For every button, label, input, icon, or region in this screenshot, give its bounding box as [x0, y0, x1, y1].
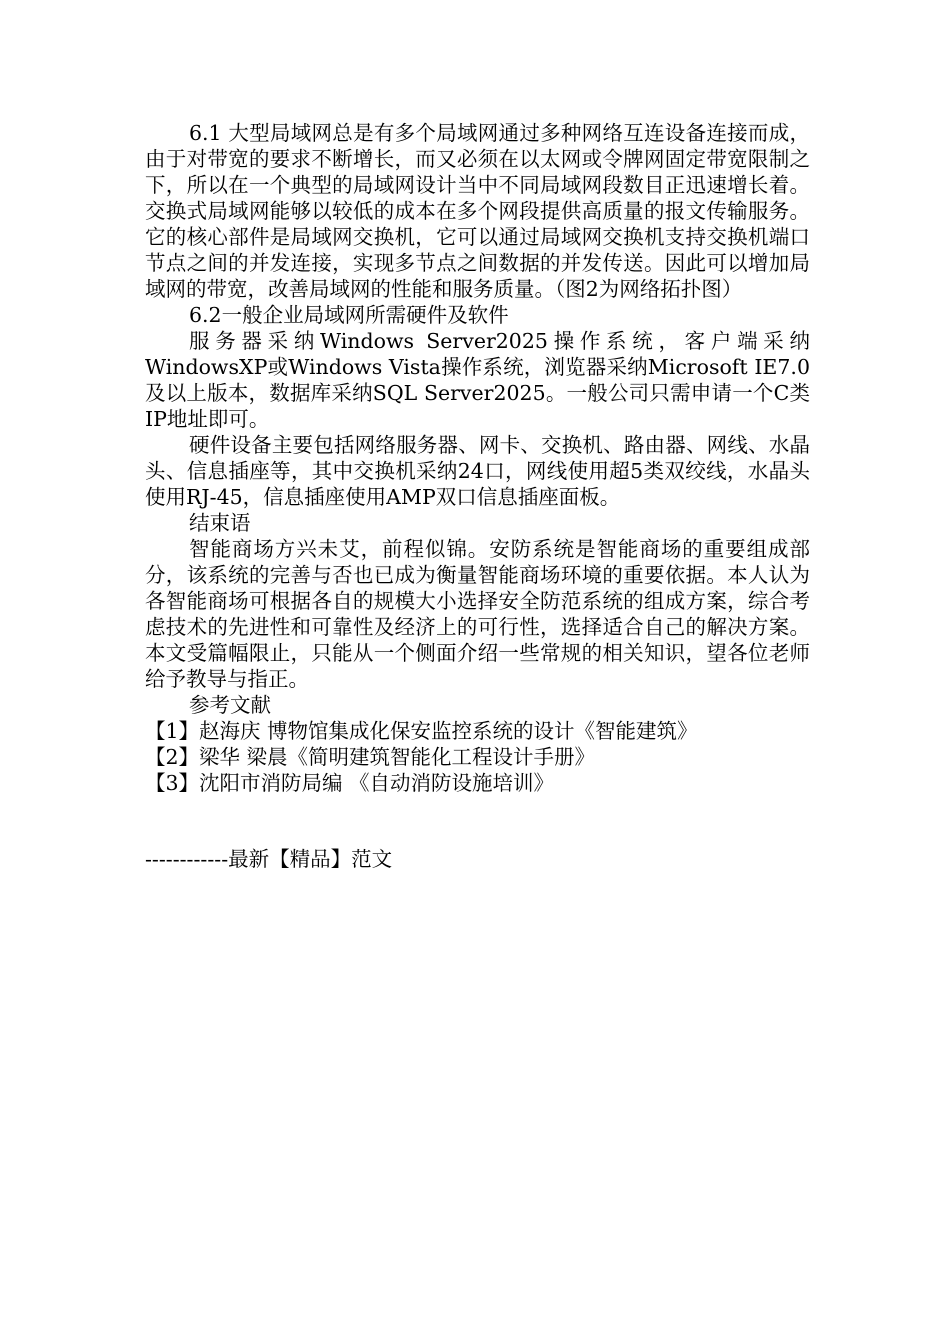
paragraph-conclusion: 智能商场方兴未艾，前程似锦。安防系统是智能商场的重要组成部分，该系统的完善与否也已成为衡量智能商场环境的重要依据。本人认为各智能商场可根据各自的规模大小选择安全防范系统的组成方案，综合考虑技术的先进性和可靠性及经济上的可行性，选择适合自己的解决方案。本文受篇幅限止，只能从一个侧面介绍一些常规的相关知识，望各位老师给予教导与指正。 — [145, 537, 810, 691]
paragraph-software: 服务器采纳Windows Server2025操作系统，客户端采纳WindowsXP或Windows Vista操作系统，浏览器采纳Microsoft IE7.0及以上版本，数据库采纳SQL Server2025。一般公司只需申请一个C类IP地址即可。 — [145, 329, 810, 431]
reference-item: 【3】沈阳市消防局编 《自动消防设施培训》 — [145, 771, 555, 795]
footer-text: ------------最新【精品】范文 — [145, 847, 393, 871]
heading-conclusion: 结束语 — [189, 511, 251, 535]
heading-references: 参考文献 — [189, 693, 271, 717]
document-body — [145, 120, 810, 796]
heading-6-2: 6.2一般企业局域网所需硬件及软件 — [189, 303, 509, 327]
reference-item: 【2】梁华 梁晨《简明建筑智能化工程设计手册》 — [145, 745, 596, 769]
paragraph-6-1: 6.1 大型局域网总是有多个局域网通过多种网络互连设备连接而成，由于对带宽的要求不断增长，而又必须在以太网或令牌网固定带宽限制之下，所以在一个典型的局域网设计当中不同局域网段数目正迅速增长着。交换式局域网能够以较低的成本在多个网段提供高质量的报文传输服务。它的核心部件是局域网交换机，它可以通过局域网交换机支持交换机端口节点之间的并发连接，实现多节点之间数据的并发传送。因此可以增加局域网的带宽，改善局域网的性能和服务质量。（图2为网络拓扑图） — [145, 121, 810, 301]
paragraph-hardware: 硬件设备主要包括网络服务器、网卡、交换机、路由器、网线、水晶头、信息插座等，其中交换机采纳24口，网线使用超5类双绞线，水晶头使用RJ-45，信息插座使用AMP双口信息插座面板。 — [145, 433, 810, 509]
reference-item: 【1】赵海庆 博物馆集成化保安监控系统的设计《智能建筑》 — [145, 719, 698, 743]
